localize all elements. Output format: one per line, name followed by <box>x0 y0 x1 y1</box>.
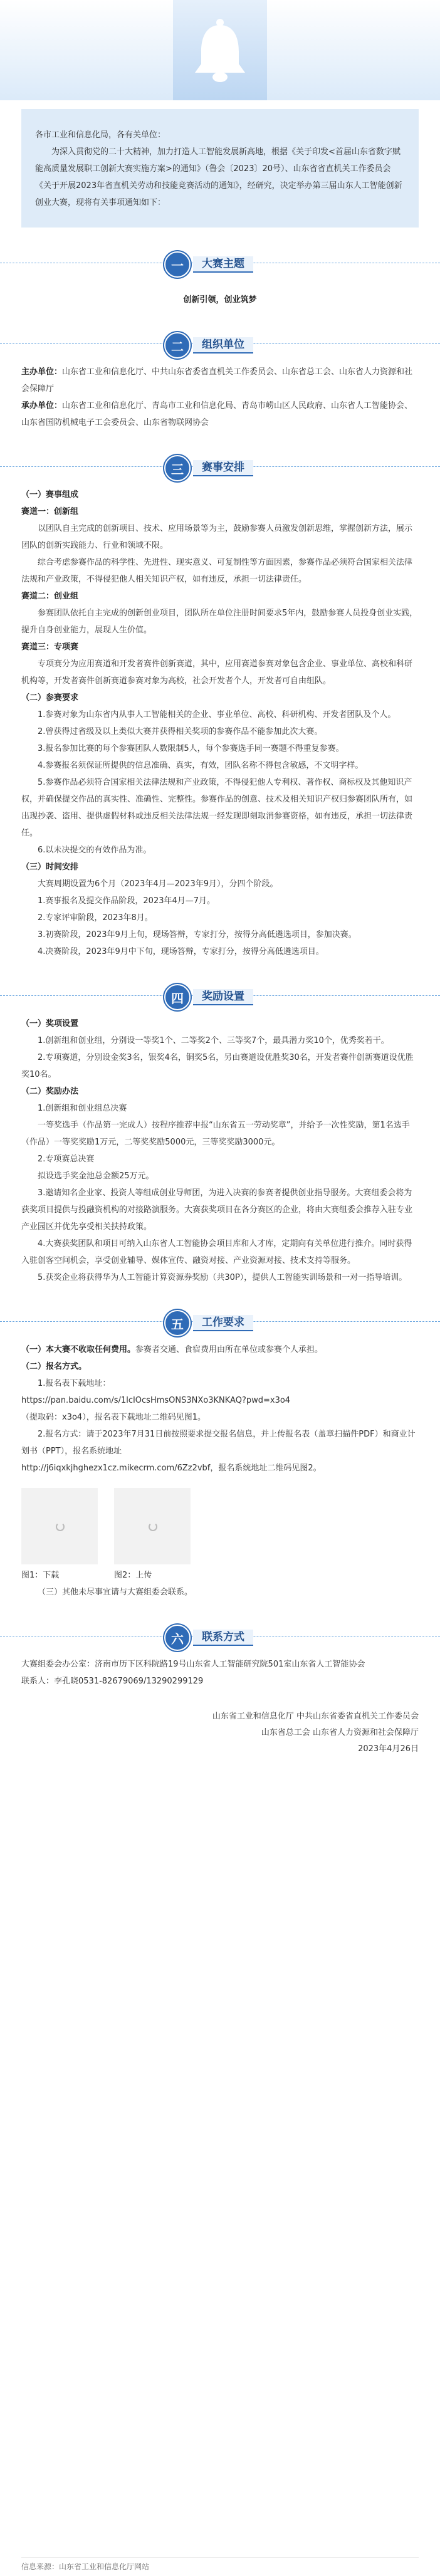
download-link[interactable]: https://pan.baidu.com/s/1lcIOcsHmsONS3NXo3KNKAQ?pwd=x3o4 <box>21 1396 291 1405</box>
section-number: 四 <box>164 984 191 1010</box>
list-item: 4.决赛阶段，2023年9月中下旬，现场答辩，专家打分，按得分高低遴选项目。 <box>38 947 324 956</box>
qr-codes <box>21 1488 419 1564</box>
list-item: 3.初赛阶段，2023年9月上旬，现场答辩，专家打分，按得分高低遴选项目，参加决赛。 <box>38 930 357 940</box>
section-number: 六 <box>164 1625 191 1651</box>
section-header-awards <box>0 976 440 1015</box>
section-title: 奖励设置 <box>193 989 253 1005</box>
subheading: （二）参赛要求 <box>21 693 79 703</box>
section-title: 组织单位 <box>193 337 253 353</box>
footer-divider <box>21 2557 419 2558</box>
signup-method: 2.报名方式：请于2023年7月31日前按照要求提交报名信息，并上传报名表（盖章扫描件PDF）和商业计划书（PPT），报名系统地址 <box>21 1430 416 1456</box>
header-banner <box>0 0 440 100</box>
qr-caption-download: 图1：下载 <box>21 1571 60 1580</box>
section-header-theme <box>0 244 440 283</box>
qr-image-upload <box>114 1488 191 1564</box>
section-number: 二 <box>164 332 191 359</box>
host-text: 山东省工业和信息化厅、中共山东省委省直机关工作委员会、山东省总工会、山东省人力资源和社会保障厅 <box>21 367 413 394</box>
list-item: 2.专家评审阶段，2023年8月。 <box>38 913 153 923</box>
track-title: 赛道二：创业组 <box>21 592 79 601</box>
list-item: 6.以未决提交的有效作品为准。 <box>38 846 152 855</box>
list-item: 2.专项赛总决赛 <box>38 1154 95 1164</box>
list-item: 3.报名参加比赛的每个参赛团队人数限制5人，每个参赛选手同一赛题不得重复参赛。 <box>38 744 344 753</box>
track-title: 赛道一：创新组 <box>21 507 79 516</box>
source-footer: 信息来源：山东省工业和信息化厅网站 <box>21 2562 150 2571</box>
section-number: 三 <box>164 455 191 481</box>
section-title: 大赛主题 <box>193 256 253 273</box>
qr-caption-upload: 图2：上传 <box>114 1571 152 1580</box>
extraction-code: （提取码：x3o4），报名表下载地址二维码见图1。 <box>21 1413 206 1422</box>
section-title: 工作要求 <box>193 1315 253 1331</box>
co-units <box>21 397 419 431</box>
list-item: 5.获奖企业将获得华为人工智能计算资源券奖励（共30P），提供人工智能实训场景和一对一指导培训。 <box>38 1273 407 1282</box>
section-title: 联系方式 <box>193 1630 253 1646</box>
signature-date: 2023年4月26日 <box>358 1744 419 1754</box>
signature-line-2: 山东省总工会 山东省人力资源和社会保障厅 <box>261 1728 419 1737</box>
section-number: 一 <box>164 251 191 278</box>
co-text: 山东省工业和信息化厅、青岛市工业和信息化局、青岛市崂山区人民政府、山东省人工智能协会、山东省国防机械电子工会委员会、山东省物联网协会 <box>21 401 413 427</box>
contact-address: 大赛组委会办公室：济南市历下区科院路19号山东省人工智能研究院501室山东省人工智能协会 <box>21 1660 365 1669</box>
paragraph: 一等奖选手（作品第一完成人）按程序推荐申报“山东省五一劳动奖章”，并给予一次性奖励，第1名选手（作品）一等奖奖励1万元，二等奖奖励5000元，三等奖奖励3000元。 <box>21 1121 410 1147</box>
contact-person: 联系人：李孔晓0531-82679069/13290299129 <box>21 1677 204 1686</box>
track-title: 赛道三：专项赛 <box>21 642 79 652</box>
contest-theme: 创新引领，创业筑梦 <box>183 295 257 305</box>
section-header-requirements <box>0 1302 440 1341</box>
subheading: （二）奖励办法 <box>21 1087 79 1096</box>
section-header-contact <box>0 1617 440 1656</box>
list-item: 4.参赛报名须保证所提供的信息准确、真实，有效，团队名称不得包含敏感，不文明字样。 <box>38 761 364 770</box>
paragraph: 专项赛分为应用赛道和开发者赛件创新赛道，其中，应用赛道参赛对象包含企业、事业单位、高校和科研机构等，开发者赛件创新赛道参赛对象为高校，社会开发者个人，开发者可自由组队。 <box>21 659 413 686</box>
intro-body: 为深入贯彻党的二十大精神，加力打造人工智能发展新高地，根据《关于印发<首届山东省数字赋能高质量发展职工创新大赛实施方案>的通知》（鲁会〔2023〕20号）、山东省省直机关工作委员会《关于开展2023年省直机关劳动和技能竞赛活动的通知》，经研究，决定举办第三届山东人工智能创新创业大赛，现将有关事项通知如下： <box>35 147 402 207</box>
signature-block <box>0 1709 440 1757</box>
paragraph: 以团队自主完成的创新项目、技术、应用场景等为主，鼓励参赛人员激发创新思维，掌握创新方法，展示团队的创新实践能力、行业和领域不限。 <box>21 524 413 550</box>
loading-icon <box>56 1522 65 1531</box>
subheading: （一）赛事组成 <box>21 490 79 500</box>
paragraph: 参赛团队依托自主完成的创新创业项目，团队所在单位注册时间要求5年内，鼓励参赛人员投身创业实践，提升自身创业能力，展现人生价值。 <box>21 609 418 635</box>
paragraph: 大赛周期设置为6个月（2023年4月—2023年9月），分四个阶段。 <box>38 879 278 889</box>
host-label: 主办单位： <box>21 367 63 377</box>
list-item: 1.赛事报名及提交作品阶段，2023年4月—7月。 <box>38 896 216 906</box>
list-item: 2.曾获得过省级及以上类似大赛并获得相关奖项的参赛作品不能参加此次大赛。 <box>38 727 323 736</box>
intro-box <box>21 109 419 228</box>
list-item: 1.创新组和创业组，分别设一等奖1个、二等奖2个、三等奖7个，最具潜力奖10个，优秀奖若干。 <box>38 1036 389 1045</box>
paragraph: 拟设选手奖金池总金额25万元。 <box>38 1171 154 1181</box>
requirement-fee <box>21 1341 419 1358</box>
list-item: 1.创新组和创业组总决赛 <box>38 1104 127 1113</box>
list-item: 5.参赛作品必须符合国家相关法律法规和产业政策，不得侵犯他人专利权、著作权、商标权及其他知识产权，并确保提交作品的真实性、准确性、完整性。参赛作品的创意、技术及相关知识产权归参赛团队所有，如出现抄袭、盗用、提供虚假材料或违反相关法律法规一经发现即刻取消参赛资格，如有违反，承担一切法律责任。 <box>21 778 413 838</box>
subheading: （一）本大赛不收取任何费用。 <box>21 1345 136 1354</box>
section-number: 五 <box>164 1310 191 1336</box>
subheading: （一）奖项设置 <box>21 1019 79 1029</box>
paragraph: 综合考虑参赛作品的科学性、先进性、现实意义、可复制性等方面因素，参赛作品必须符合国家相关法律法规和产业政策，不得侵犯他人相关知识产权，如有违反，承担一切法律责任。 <box>21 558 413 584</box>
subheading: （三）时间安排 <box>21 862 79 872</box>
list-item: 1.参赛对象为山东省内从事人工智能相关的企业、事业单位、高校、科研机构、开发者团队及个人。 <box>38 710 396 720</box>
list-item: 3.邀请知名企业家、投资人等组成创业导师团，为进入决赛的参赛者提供创业指导服务。大赛组委会将为获奖项目提供与投融资机构的对接路演服务。大赛获奖项目在各分赛区的企业，将由大赛组委会推荐入驻专业产业园区并优先享受相关扶持政策。 <box>21 1188 413 1232</box>
section-header-organizers <box>0 325 440 364</box>
signup-link[interactable]: http://j6iqxkjhghezx1cz.mikecrm.com/6Zz2vbf，报名系统地址二维码见图2。 <box>21 1463 322 1473</box>
host-units <box>21 364 419 397</box>
section-header-schedule <box>0 448 440 486</box>
section-title: 赛事安排 <box>193 460 253 476</box>
loading-icon <box>149 1522 157 1531</box>
signature-line-1: 山东省工业和信息化厅 中共山东省委省直机关工作委员会 <box>212 1712 419 1721</box>
qr-image-download <box>21 1488 98 1564</box>
paragraph: 参赛者交通、食宿费用由所在单位或参赛个人承担。 <box>135 1345 323 1354</box>
subheading: （二）报名方式。 <box>21 1362 87 1371</box>
download-label: 1.报名表下载地址： <box>38 1379 111 1388</box>
list-item: 2.专项赛道，分别设金奖3名，银奖4名，铜奖5名，另由赛道设优胜奖30名，开发者赛件创新赛道设优胜奖10名。 <box>21 1053 414 1079</box>
bell-icon <box>190 16 250 85</box>
other-notes: （三）其他未尽事宜请与大赛组委会联系。 <box>38 1588 193 1597</box>
co-label: 承办单位： <box>21 401 63 411</box>
intro-greeting: 各市工业和信息化局，各有关单位： <box>35 130 166 140</box>
list-item: 4.大赛获奖团队和项目可纳入山东省人工智能协会项目库和人才库，定期向有关单位进行推介。同时获得入驻创客空间机会，享受创业辅导、媒体宣传、融资对接、产业资源对接、技术支持等服务。 <box>21 1239 412 1265</box>
